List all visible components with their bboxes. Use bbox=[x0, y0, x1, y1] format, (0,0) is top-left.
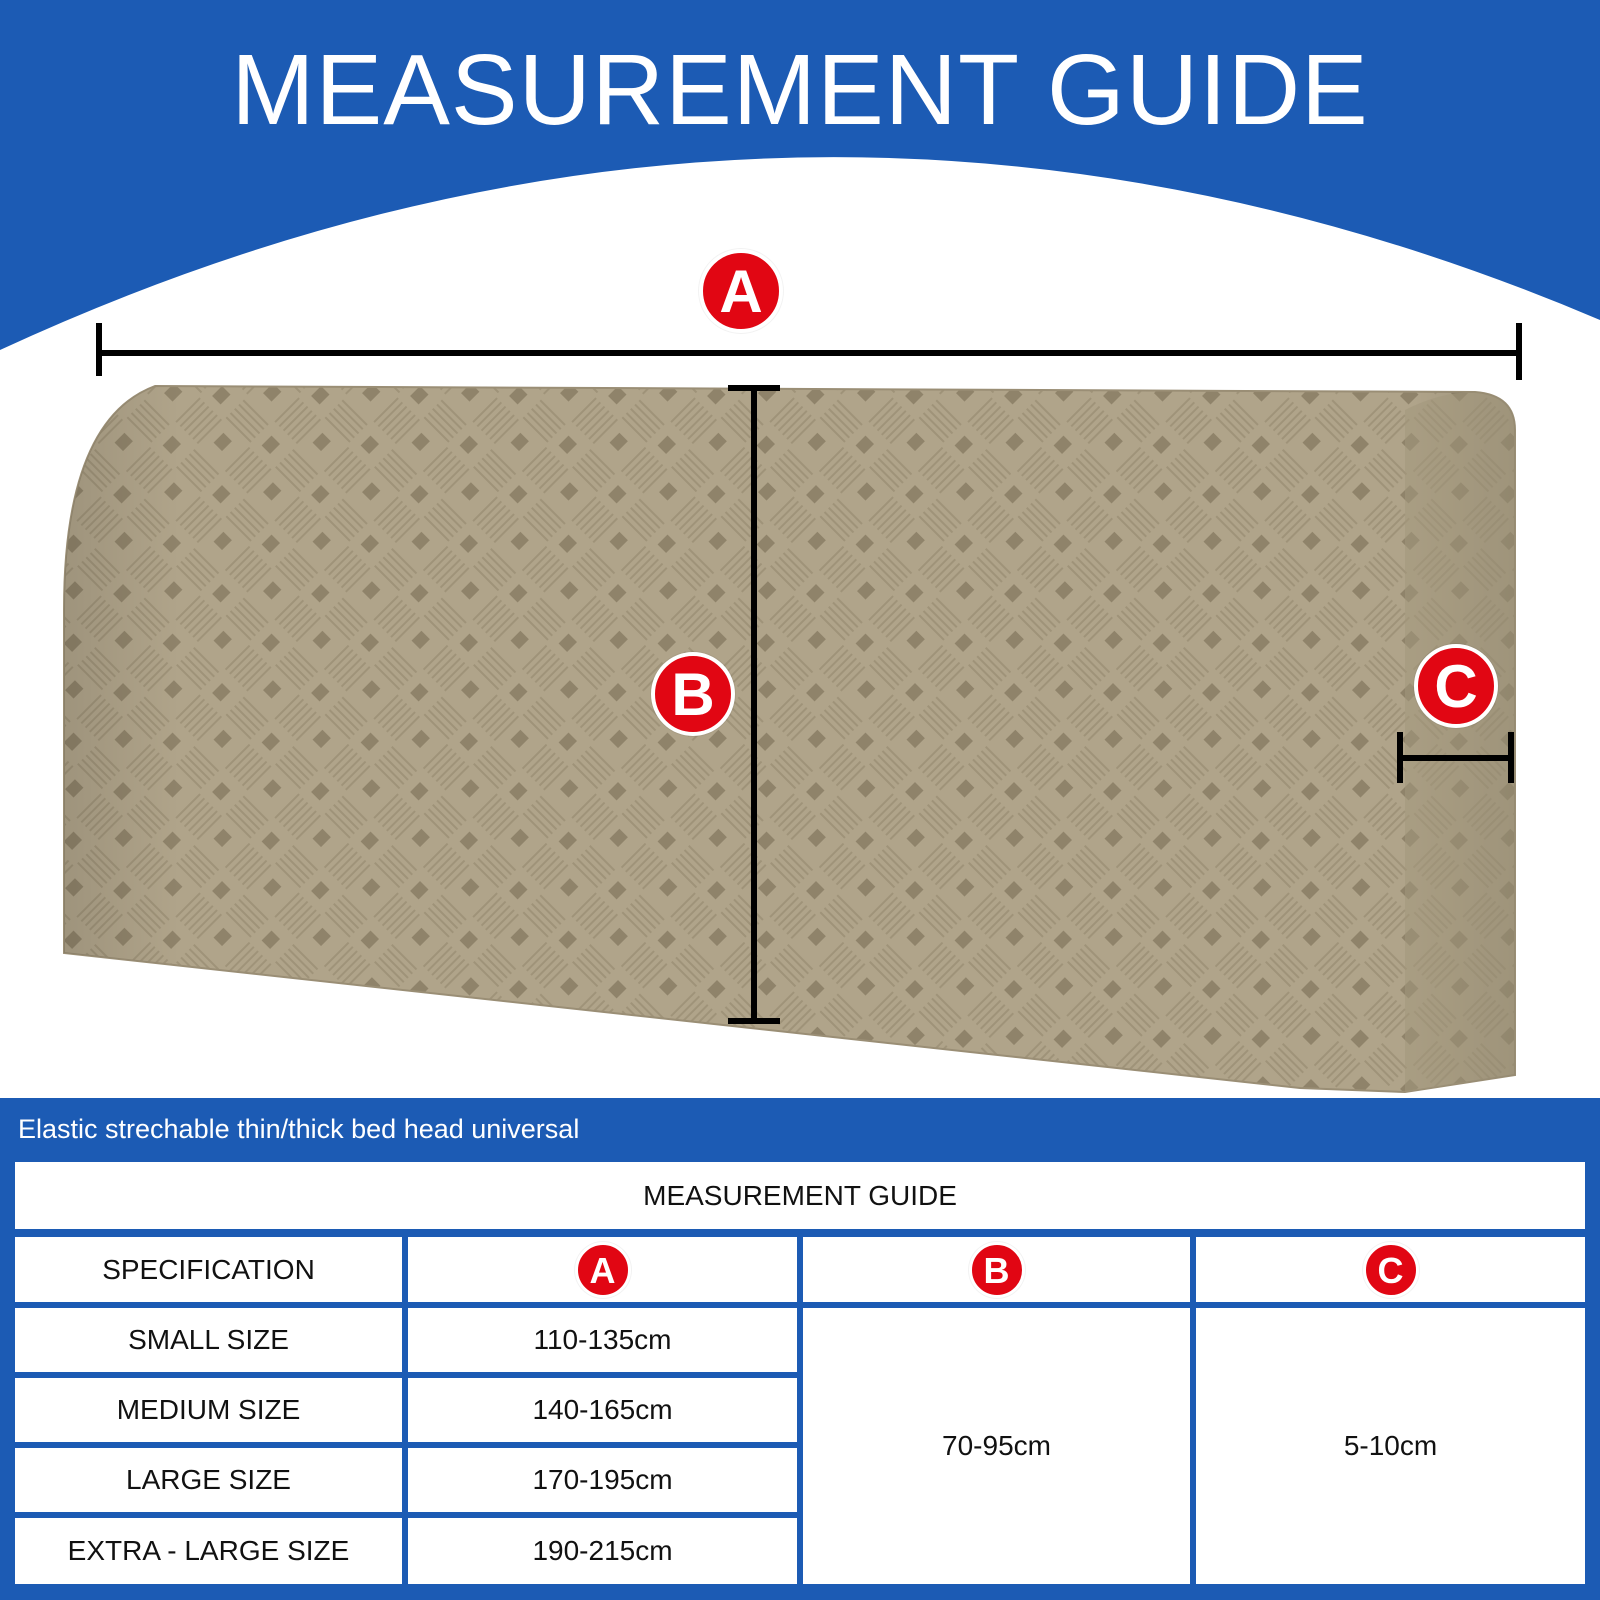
row-size-medium: MEDIUM SIZE bbox=[15, 1378, 402, 1442]
row-a-medium: 140-165cm bbox=[408, 1378, 797, 1442]
header-b-badge: B bbox=[969, 1242, 1025, 1298]
table-caption: MEASUREMENT GUIDE bbox=[15, 1162, 1585, 1229]
shared-b-value: 70-95cm bbox=[803, 1308, 1190, 1584]
header-specification: SPECIFICATION bbox=[15, 1237, 402, 1302]
row-a-small: 110-135cm bbox=[408, 1308, 797, 1372]
row-size-large: LARGE SIZE bbox=[15, 1448, 402, 1512]
marker-c-badge: C bbox=[1414, 644, 1498, 728]
table-subtitle: Elastic strechable thin/thick bed head universal bbox=[18, 1114, 580, 1144]
marker-b-badge: B bbox=[651, 652, 735, 736]
row-size-extra-large: EXTRA - LARGE SIZE bbox=[15, 1518, 402, 1584]
marker-a-badge: A bbox=[699, 249, 783, 333]
header-c-cell bbox=[1196, 1237, 1585, 1302]
row-a-extra-large: 190-215cm bbox=[408, 1518, 797, 1584]
page-title: MEASUREMENT GUIDE bbox=[231, 34, 1369, 146]
dimension-a-line bbox=[99, 326, 1519, 377]
header-a-badge: A bbox=[575, 1242, 631, 1298]
header-b-cell bbox=[803, 1237, 1190, 1302]
header-a-cell bbox=[408, 1237, 797, 1302]
row-size-small: SMALL SIZE bbox=[15, 1308, 402, 1372]
row-a-large: 170-195cm bbox=[408, 1448, 797, 1512]
shared-c-value: 5-10cm bbox=[1196, 1308, 1585, 1584]
header-c-badge: C bbox=[1363, 1242, 1419, 1298]
